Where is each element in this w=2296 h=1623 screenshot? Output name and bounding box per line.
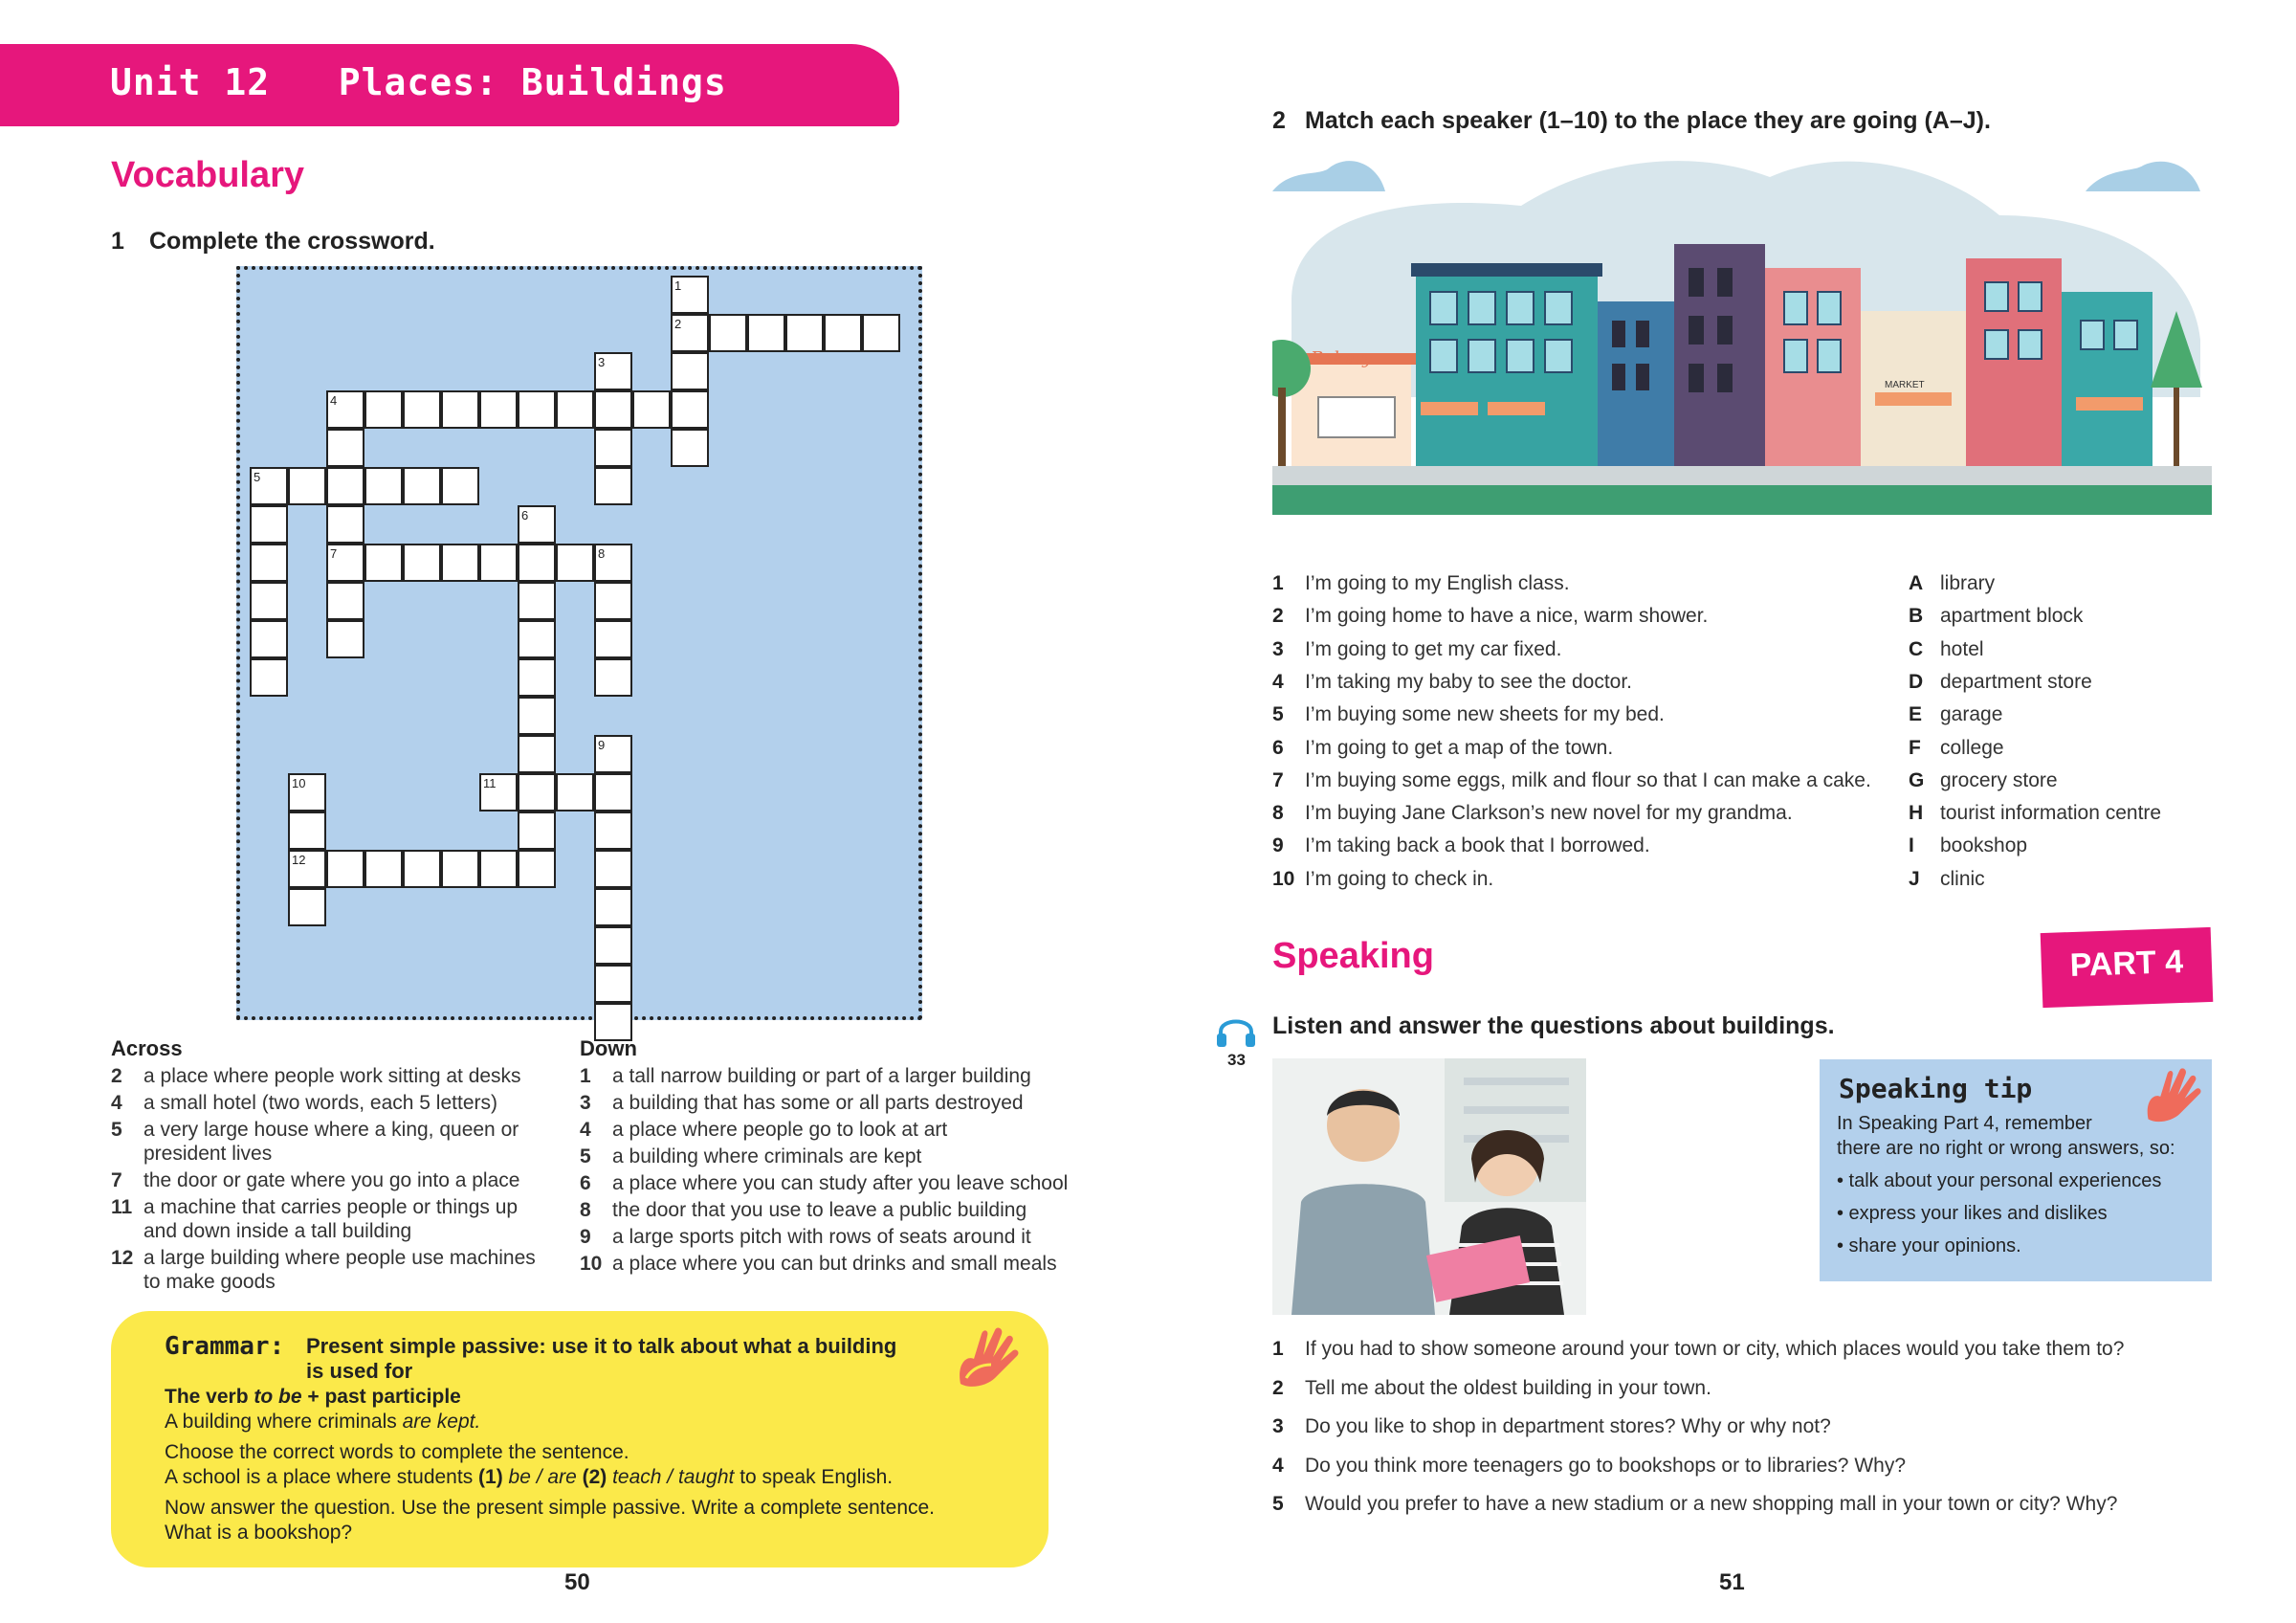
part-badge: PART 4 — [2041, 927, 2214, 1008]
clue-line: a small hotel (two words, each 5 letters) — [144, 1092, 497, 1114]
crossword-cell[interactable] — [479, 850, 518, 888]
across-clue — [111, 1118, 561, 1168]
clue-number: 6 — [521, 508, 529, 522]
crossword-cell[interactable] — [594, 926, 632, 965]
clue-number: 2 — [674, 317, 682, 331]
question-number: 5 — [1272, 1493, 1284, 1515]
tip-line: • express your likes and dislikes — [1837, 1203, 2108, 1224]
audio-track-number: 33 — [1227, 1051, 1246, 1069]
rule-verb: to be — [254, 1386, 302, 1408]
clue-line: a building where criminals are kept — [612, 1145, 922, 1167]
clue-text — [612, 1198, 1027, 1222]
page-number-right: 51 — [1719, 1569, 1745, 1595]
speaker-number: 4 — [1272, 670, 1284, 693]
clue-number: 1 — [580, 1065, 591, 1087]
crossword-cell[interactable] — [326, 429, 364, 467]
question-number: 1 — [1272, 1338, 1284, 1360]
clue-text — [612, 1091, 1024, 1115]
clue-line: a place where you can but drinks and small meals — [612, 1253, 1057, 1275]
clue-text — [144, 1195, 518, 1243]
place-text: department store — [1940, 670, 2092, 693]
tip-line: • share your opinions. — [1837, 1235, 2021, 1256]
instruction-text: Complete the crossword. — [149, 228, 435, 255]
tip-title: Speaking tip — [1839, 1073, 2033, 1104]
place-letter: A — [1909, 572, 1924, 594]
unit-title: Unit 12 Places: Buildings — [110, 61, 727, 103]
crossword-cell[interactable] — [326, 620, 364, 658]
clue-number: 11 — [483, 776, 497, 790]
crossword-cell[interactable] — [594, 390, 632, 429]
clue-line: and down inside a tall building — [144, 1220, 412, 1242]
place-letter: G — [1909, 768, 1925, 791]
crossword-cell[interactable] — [594, 620, 632, 658]
crossword-cell[interactable] — [862, 314, 900, 352]
question-text: If you had to show someone around your town or city, which places would you take them to? — [1305, 1338, 2125, 1360]
place-letter: E — [1909, 703, 1923, 726]
clue-number: 6 — [580, 1172, 591, 1194]
crossword-cell[interactable] — [518, 735, 556, 773]
gap-1-options[interactable]: be / are — [502, 1466, 583, 1488]
tip-line: In Speaking Part 4, remember — [1837, 1113, 2092, 1134]
crossword-cell[interactable] — [250, 582, 288, 620]
clue-text — [144, 1091, 497, 1115]
crossword-cell[interactable] — [518, 697, 556, 735]
across-clue — [111, 1195, 561, 1246]
place-text: bookshop — [1940, 834, 2028, 857]
place-letter: H — [1909, 802, 1924, 825]
clue-line: to make goods — [144, 1271, 276, 1293]
crossword-cell[interactable] — [479, 390, 518, 429]
clue-text — [612, 1252, 1057, 1276]
down-clue — [580, 1064, 1068, 1091]
grammar-task-2: Now answer the question. Use the present simple passive. Write a complete sentence. — [165, 1497, 936, 1519]
crossword-cell[interactable] — [632, 390, 671, 429]
sentence-start: A school is a place where students — [165, 1466, 479, 1488]
clue-number: 10 — [580, 1253, 603, 1275]
vocabulary-title: Vocabulary — [111, 155, 305, 195]
speaker-text: I’m buying some new sheets for my bed. — [1305, 703, 1665, 726]
clue-text — [612, 1171, 1068, 1195]
clue-number: 3 — [580, 1092, 591, 1114]
crossword-cell[interactable] — [518, 544, 556, 582]
crossword-cell[interactable] — [594, 582, 632, 620]
down-clue — [580, 1225, 1068, 1252]
speaker-text: I’m taking back a book that I borrowed. — [1305, 834, 1650, 857]
grammar-example — [165, 1411, 480, 1434]
question-number: 2 — [1272, 1376, 1284, 1399]
speaker-number: 3 — [1272, 637, 1284, 660]
speaker-number: 5 — [1272, 703, 1284, 726]
speaker-text: I’m taking my baby to see the doctor. — [1305, 670, 1633, 693]
crossword-cell[interactable] — [518, 390, 556, 429]
clue-line: a place where people go to look at art — [612, 1119, 948, 1141]
speaker-number: 10 — [1272, 867, 1295, 890]
speaker-text: I’m going to get a map of the town. — [1305, 736, 1614, 759]
place-letter: I — [1909, 834, 1914, 857]
crossword-cell[interactable] — [326, 582, 364, 620]
exercise-2-instruction — [1272, 107, 1991, 135]
speaker-text: I’m going to my English class. — [1305, 572, 1570, 594]
grammar-sentence — [165, 1466, 893, 1489]
speaker-text: I’m buying some eggs, milk and flour so that I can make a cake. — [1305, 768, 1871, 791]
down-clue — [580, 1118, 1068, 1145]
crossword-cell[interactable] — [518, 620, 556, 658]
crossword-cell[interactable] — [518, 658, 556, 697]
crossword-cell[interactable] — [364, 850, 403, 888]
clue-number: 4 — [580, 1119, 591, 1141]
crossword-cell[interactable] — [747, 314, 785, 352]
crossword-cell[interactable] — [479, 544, 518, 582]
place-letter: D — [1909, 670, 1924, 693]
clue-number: 8 — [598, 546, 606, 561]
speaker-text: I’m going to get my car fixed. — [1305, 637, 1562, 660]
exercise-number: 1 — [111, 228, 124, 255]
street-illustration — [1272, 148, 2212, 515]
clue-line: the door or gate where you go into a place — [144, 1169, 520, 1191]
crossword-cell[interactable] — [441, 390, 479, 429]
crossword-cell[interactable] — [326, 850, 364, 888]
across-clue — [111, 1168, 561, 1195]
place-text: clinic — [1940, 867, 1985, 890]
crossword-cell[interactable] — [288, 467, 326, 505]
clue-line: a large sports pitch with rows of seats around it — [612, 1226, 1031, 1248]
crossword-cell[interactable] — [594, 965, 632, 1003]
speaker-number: 2 — [1272, 605, 1284, 628]
instruction-text: Match each speaker (1–10) to the place they are going (A–J). — [1305, 107, 1991, 134]
crossword-cell[interactable] — [556, 773, 594, 812]
crossword-cell[interactable] — [671, 429, 709, 467]
crossword-cell[interactable] — [594, 812, 632, 850]
clue-number: 8 — [580, 1199, 591, 1221]
crossword-cell[interactable] — [824, 314, 862, 352]
clue-number: 11 — [111, 1196, 133, 1218]
clue-text — [612, 1064, 1031, 1088]
clue-number: 5 — [580, 1145, 591, 1167]
across-heading: Across — [111, 1036, 183, 1060]
crossword-cell[interactable] — [594, 850, 632, 888]
speaking-instruction: Listen and answer the questions about buildings. — [1272, 1012, 1835, 1039]
question-text: Do you like to shop in department stores? Why or why not? — [1305, 1415, 1831, 1437]
gap-1-number: (1) — [478, 1466, 503, 1488]
clue-text — [612, 1145, 921, 1168]
crossword-cell[interactable] — [250, 544, 288, 582]
crossword-cell[interactable] — [364, 467, 403, 505]
crossword-cell[interactable] — [594, 1003, 632, 1041]
clue-number: 5 — [111, 1119, 122, 1141]
question-text: Do you think more teenagers go to bookshops or to libraries? Why? — [1305, 1454, 1907, 1477]
place-letter: B — [1909, 605, 1924, 628]
crossword-cell[interactable] — [671, 390, 709, 429]
down-heading: Down — [580, 1036, 637, 1060]
clue-number: 10 — [292, 776, 306, 790]
tip-line: • talk about your personal experiences — [1837, 1170, 2162, 1191]
sentence-end: to speak English. — [734, 1466, 894, 1488]
clue-number: 9 — [580, 1226, 591, 1248]
place-text: garage — [1940, 703, 2003, 726]
crossword-cell[interactable] — [403, 467, 441, 505]
hand-icon — [2141, 1067, 2204, 1124]
place-letter: F — [1909, 736, 1921, 759]
speaker-number: 1 — [1272, 572, 1284, 594]
clue-line: a machine that carries people or things up — [144, 1196, 519, 1218]
down-clue — [580, 1252, 1068, 1278]
down-clue — [580, 1198, 1068, 1225]
speaker-text: I’m going home to have a nice, warm shower. — [1305, 605, 1709, 628]
crossword-cell[interactable] — [288, 812, 326, 850]
crossword-cell[interactable] — [594, 773, 632, 812]
gap-2-options[interactable]: teach / taught — [607, 1466, 735, 1488]
speaking-title: Speaking — [1272, 936, 1434, 976]
crossword-cell[interactable] — [441, 544, 479, 582]
clue-number: 7 — [330, 546, 338, 561]
tip-line: there are no right or wrong answers, so: — [1837, 1138, 2175, 1159]
clue-number: 2 — [111, 1065, 122, 1087]
crossword-cell[interactable] — [441, 467, 479, 505]
across-clue — [111, 1246, 561, 1297]
crossword-cell[interactable] — [403, 544, 441, 582]
clue-line: president lives — [144, 1143, 273, 1165]
crossword-cell[interactable] — [403, 850, 441, 888]
down-clue — [580, 1171, 1068, 1198]
market-sign: MARKET — [1885, 380, 1925, 390]
place-text: library — [1940, 572, 1996, 594]
crossword-cell[interactable] — [556, 390, 594, 429]
headphones-icon[interactable] — [1215, 1011, 1257, 1049]
place-text: college — [1940, 736, 2004, 759]
speaker-text: I’m buying Jane Clarkson’s new novel for my grandma. — [1305, 802, 1793, 825]
crossword-cell[interactable] — [594, 658, 632, 697]
crossword-cell[interactable] — [326, 505, 364, 544]
clue-line: the door that you use to leave a public building — [612, 1199, 1027, 1221]
grammar-heading-1: Present simple passive: use it to talk about what a building — [306, 1334, 897, 1358]
speaker-text: I’m going to check in. — [1305, 867, 1494, 890]
clue-text — [144, 1118, 519, 1166]
crossword-cell[interactable] — [556, 544, 594, 582]
place-text: apartment block — [1940, 605, 2084, 628]
clue-line: a tall narrow building or part of a larger building — [612, 1065, 1031, 1087]
crossword-cell[interactable] — [364, 390, 403, 429]
example-passive: are kept. — [402, 1411, 481, 1433]
crossword-cell[interactable] — [709, 314, 747, 352]
place-text: hotel — [1940, 637, 1984, 660]
crossword-cell[interactable] — [364, 544, 403, 582]
hand-icon — [953, 1326, 1022, 1390]
crossword-cell[interactable] — [326, 467, 364, 505]
clue-line: a building that has some or all parts destroyed — [612, 1092, 1024, 1114]
clue-text — [144, 1168, 519, 1192]
crossword-cell[interactable] — [671, 352, 709, 390]
speaker-number: 8 — [1272, 802, 1284, 825]
crossword-cell[interactable] — [250, 658, 288, 697]
question-text: Would you prefer to have a new stadium or a new shopping mall in your town or city? Why? — [1305, 1493, 2118, 1515]
crossword-cell[interactable] — [518, 850, 556, 888]
place-text: grocery store — [1940, 768, 2058, 791]
crossword-cell[interactable] — [250, 620, 288, 658]
crossword-cell[interactable] — [518, 773, 556, 812]
place-letter: C — [1909, 637, 1924, 660]
exercise-1-instruction — [111, 228, 435, 256]
clue-number: 7 — [111, 1169, 122, 1191]
gap-2-number: (2) — [582, 1466, 607, 1488]
page-number-left: 50 — [564, 1569, 590, 1595]
crossword-grid — [236, 266, 922, 1020]
grammar-heading-2: is used for — [306, 1359, 413, 1383]
exercise-number: 2 — [1272, 107, 1286, 134]
down-clue — [580, 1145, 1068, 1171]
clue-line: a very large house where a king, queen or — [144, 1119, 519, 1141]
clue-line: a place where people work sitting at desks — [144, 1065, 521, 1087]
crossword-cell[interactable] — [288, 888, 326, 926]
clue-text — [612, 1225, 1031, 1249]
clue-line: a place where you can study after you leave school — [612, 1172, 1069, 1194]
crossword-cell[interactable] — [518, 812, 556, 850]
crossword-cell[interactable] — [250, 505, 288, 544]
place-letter: J — [1909, 867, 1920, 890]
students-photo — [1272, 1058, 1586, 1315]
crossword-cell[interactable] — [441, 850, 479, 888]
rule-text: The verb — [165, 1386, 254, 1408]
down-clue — [580, 1091, 1068, 1118]
clue-number: 4 — [111, 1092, 122, 1114]
grammar-box — [111, 1311, 1049, 1567]
clue-number: 3 — [598, 355, 606, 369]
crossword-cell[interactable] — [594, 888, 632, 926]
clue-number: 9 — [598, 738, 606, 752]
clue-number: 12 — [111, 1247, 134, 1269]
grammar-task-1: Choose the correct words to complete the sentence. — [165, 1441, 629, 1463]
question-number: 4 — [1272, 1454, 1284, 1477]
place-text: tourist information centre — [1940, 802, 2162, 825]
across-clue — [111, 1064, 561, 1091]
speaker-number: 7 — [1272, 768, 1284, 791]
speaker-number: 9 — [1272, 834, 1284, 857]
clue-text — [144, 1246, 536, 1294]
clue-text — [144, 1064, 521, 1088]
grammar-label: Grammar: — [165, 1332, 285, 1361]
crossword-cell[interactable] — [518, 582, 556, 620]
question-number: 3 — [1272, 1415, 1284, 1437]
speaker-number: 6 — [1272, 736, 1284, 759]
clue-number: 12 — [292, 853, 306, 867]
grammar-question: What is a bookshop? — [165, 1522, 353, 1544]
rule-text-end: + past participle — [301, 1386, 461, 1408]
crossword-cell[interactable] — [594, 429, 632, 467]
bakery-sign: Bakery — [1311, 348, 1373, 368]
grammar-rule — [165, 1386, 461, 1409]
crossword-cell[interactable] — [403, 390, 441, 429]
clue-line: a large building where people use machines — [144, 1247, 536, 1269]
crossword-cell[interactable] — [594, 467, 632, 505]
across-clue — [111, 1091, 561, 1118]
clue-number: 5 — [254, 470, 261, 484]
clue-text — [612, 1118, 947, 1142]
crossword-cell[interactable] — [785, 314, 824, 352]
clue-number: 1 — [674, 278, 682, 293]
example-text: A building where criminals — [165, 1411, 403, 1433]
speaking-tip-box — [1820, 1059, 2212, 1281]
question-text: Tell me about the oldest building in your town. — [1305, 1376, 1711, 1399]
clue-number: 4 — [330, 393, 338, 408]
